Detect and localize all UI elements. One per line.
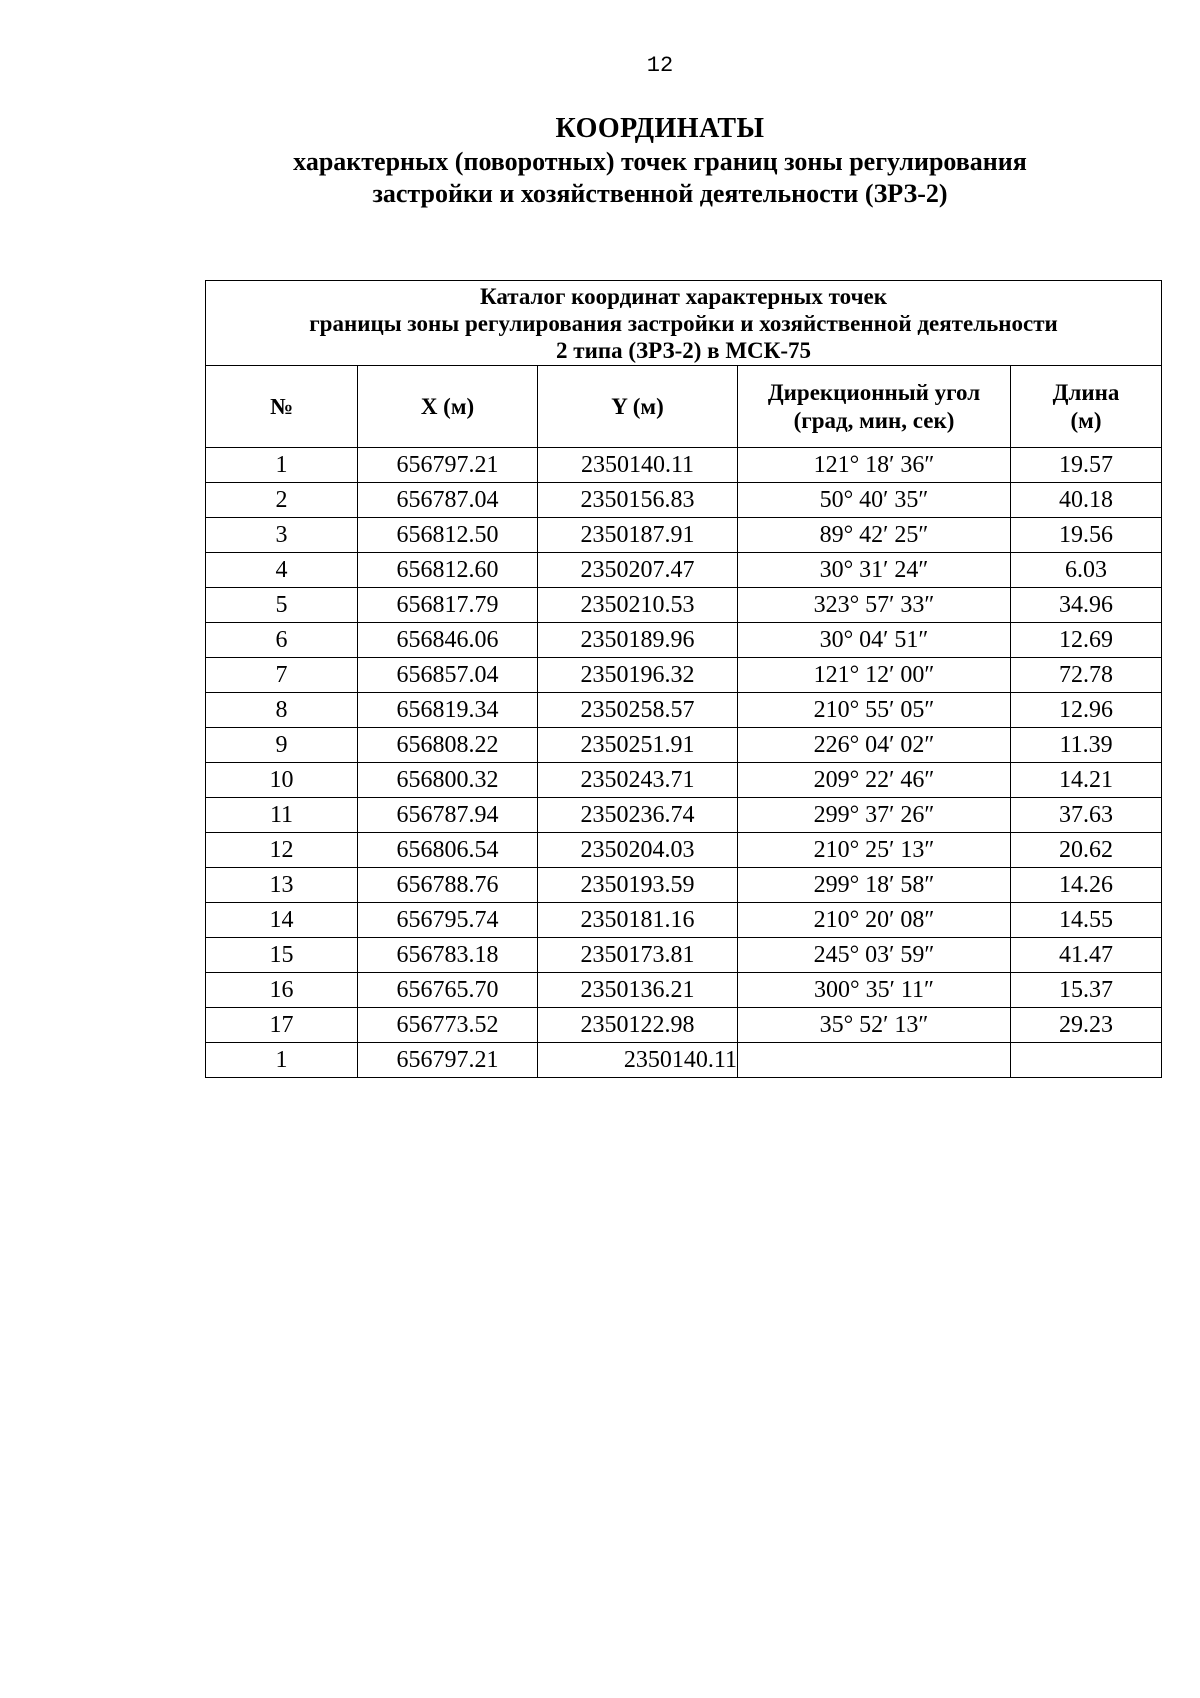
cell-angle: 226° 04′ 02″ (738, 728, 1011, 763)
table-caption (206, 281, 1162, 366)
cell-y: 2350173.81 (538, 938, 738, 973)
cell-angle: 210° 20′ 08″ (738, 903, 1011, 938)
table-row (206, 973, 1162, 1008)
cell-length: 34.96 (1011, 588, 1162, 623)
cell-x: 656788.76 (358, 868, 538, 903)
cell-angle: 30° 31′ 24″ (738, 553, 1011, 588)
cell-angle: 210° 55′ 05″ (738, 693, 1011, 728)
cell-y: 2350236.74 (538, 798, 738, 833)
cell-y: 2350204.03 (538, 833, 738, 868)
cell-num: 7 (206, 658, 358, 693)
cell-num: 6 (206, 623, 358, 658)
cell-length: 12.69 (1011, 623, 1162, 658)
cell-angle: 209° 22′ 46″ (738, 763, 1011, 798)
cell-length: 14.26 (1011, 868, 1162, 903)
header-x: X (м) (358, 366, 538, 448)
cell-y: 2350196.32 (538, 658, 738, 693)
cell-y: 2350140.11 (538, 1043, 738, 1078)
cell-angle: 50° 40′ 35″ (738, 483, 1011, 518)
table-row (206, 1008, 1162, 1043)
cell-x: 656787.94 (358, 798, 538, 833)
header-length-line-2: (м) (1070, 407, 1102, 433)
cell-length: 11.39 (1011, 728, 1162, 763)
table-row (206, 903, 1162, 938)
caption-line-3: 2 типа (ЗРЗ-2) в МСК-75 (556, 337, 811, 363)
table-row (206, 623, 1162, 658)
cell-length: 40.18 (1011, 483, 1162, 518)
cell-length: 19.56 (1011, 518, 1162, 553)
cell-num: 17 (206, 1008, 358, 1043)
cell-x: 656846.06 (358, 623, 538, 658)
cell-x: 656812.60 (358, 553, 538, 588)
cell-x: 656795.74 (358, 903, 538, 938)
table-row (206, 518, 1162, 553)
coordinates-table (205, 280, 1162, 1078)
page-number: 12 (646, 53, 674, 78)
cell-length: 72.78 (1011, 658, 1162, 693)
table-row (206, 833, 1162, 868)
header-angle-line-2: (град, мин, сек) (793, 407, 955, 433)
cell-length: 20.62 (1011, 833, 1162, 868)
cell-num: 12 (206, 833, 358, 868)
cell-y: 2350189.96 (538, 623, 738, 658)
header-num: № (206, 366, 358, 448)
cell-x: 656787.04 (358, 483, 538, 518)
cell-x: 656765.70 (358, 973, 538, 1008)
cell-length: 29.23 (1011, 1008, 1162, 1043)
cell-x: 656797.21 (358, 1043, 538, 1078)
cell-angle: 300° 35′ 11″ (738, 973, 1011, 1008)
cell-length: 14.55 (1011, 903, 1162, 938)
header-length (1011, 366, 1162, 448)
cell-x: 656857.04 (358, 658, 538, 693)
caption-line-1: Каталог координат характерных точек (480, 283, 888, 309)
cell-length: 12.96 (1011, 693, 1162, 728)
cell-num: 1 (206, 448, 358, 483)
cell-y: 2350243.71 (538, 763, 738, 798)
cell-length: 41.47 (1011, 938, 1162, 973)
cell-y: 2350210.53 (538, 588, 738, 623)
cell-x: 656808.22 (358, 728, 538, 763)
cell-y: 2350251.91 (538, 728, 738, 763)
header-y: Y (м) (538, 366, 738, 448)
table-header-row (206, 366, 1162, 448)
table-row (206, 553, 1162, 588)
cell-angle: 35° 52′ 13″ (738, 1008, 1011, 1043)
table-row (206, 798, 1162, 833)
cell-x: 656819.34 (358, 693, 538, 728)
cell-y: 2350140.11 (538, 448, 738, 483)
title-main: КООРДИНАТЫ (555, 113, 765, 144)
cell-length: 19.57 (1011, 448, 1162, 483)
cell-num: 9 (206, 728, 358, 763)
cell-angle: 89° 42′ 25″ (738, 518, 1011, 553)
cell-y: 2350187.91 (538, 518, 738, 553)
cell-num: 13 (206, 868, 358, 903)
header-length-line-1: Длина (1052, 379, 1120, 405)
cell-y: 2350207.47 (538, 553, 738, 588)
cell-num: 4 (206, 553, 358, 588)
table-caption-row (206, 281, 1162, 366)
table-row (206, 763, 1162, 798)
cell-num: 15 (206, 938, 358, 973)
cell-x: 656817.79 (358, 588, 538, 623)
cell-y: 2350156.83 (538, 483, 738, 518)
cell-x: 656773.52 (358, 1008, 538, 1043)
cell-x: 656800.32 (358, 763, 538, 798)
cell-angle: 299° 18′ 58″ (738, 868, 1011, 903)
cell-angle: 299° 37′ 26″ (738, 798, 1011, 833)
document-title (200, 112, 1120, 210)
cell-num: 14 (206, 903, 358, 938)
cell-num: 1 (206, 1043, 358, 1078)
title-line-1: характерных (поворотных) точек границ зоны регулирования (293, 147, 1027, 176)
cell-angle: 121° 12′ 00″ (738, 658, 1011, 693)
cell-x: 656783.18 (358, 938, 538, 973)
cell-angle: 245° 03′ 59″ (738, 938, 1011, 973)
cell-x: 656797.21 (358, 448, 538, 483)
table-row (206, 483, 1162, 518)
table-row (206, 693, 1162, 728)
title-line-2: застройки и хозяйственной деятельности (ЗРЗ-2) (372, 179, 948, 208)
cell-num: 10 (206, 763, 358, 798)
cell-angle (738, 1043, 1011, 1078)
caption-line-2: границы зоны регулирования застройки и хозяйственной деятельности (309, 310, 1058, 336)
cell-length: 15.37 (1011, 973, 1162, 1008)
cell-x: 656812.50 (358, 518, 538, 553)
table-row (206, 728, 1162, 763)
cell-length (1011, 1043, 1162, 1078)
cell-angle: 210° 25′ 13″ (738, 833, 1011, 868)
cell-y: 2350122.98 (538, 1008, 738, 1043)
cell-y: 2350136.21 (538, 973, 738, 1008)
cell-y: 2350181.16 (538, 903, 738, 938)
table-row (206, 448, 1162, 483)
cell-angle: 121° 18′ 36″ (738, 448, 1011, 483)
header-angle (738, 366, 1011, 448)
table-row (206, 588, 1162, 623)
table-row (206, 658, 1162, 693)
cell-num: 11 (206, 798, 358, 833)
cell-num: 8 (206, 693, 358, 728)
cell-y: 2350258.57 (538, 693, 738, 728)
table-row (206, 1043, 1162, 1078)
table-row (206, 938, 1162, 973)
cell-y: 2350193.59 (538, 868, 738, 903)
cell-length: 37.63 (1011, 798, 1162, 833)
cell-length: 14.21 (1011, 763, 1162, 798)
cell-num: 2 (206, 483, 358, 518)
cell-num: 16 (206, 973, 358, 1008)
cell-x: 656806.54 (358, 833, 538, 868)
cell-angle: 323° 57′ 33″ (738, 588, 1011, 623)
table-row (206, 868, 1162, 903)
cell-length: 6.03 (1011, 553, 1162, 588)
cell-angle: 30° 04′ 51″ (738, 623, 1011, 658)
header-angle-line-1: Дирекционный угол (767, 379, 981, 405)
cell-num: 3 (206, 518, 358, 553)
cell-num: 5 (206, 588, 358, 623)
